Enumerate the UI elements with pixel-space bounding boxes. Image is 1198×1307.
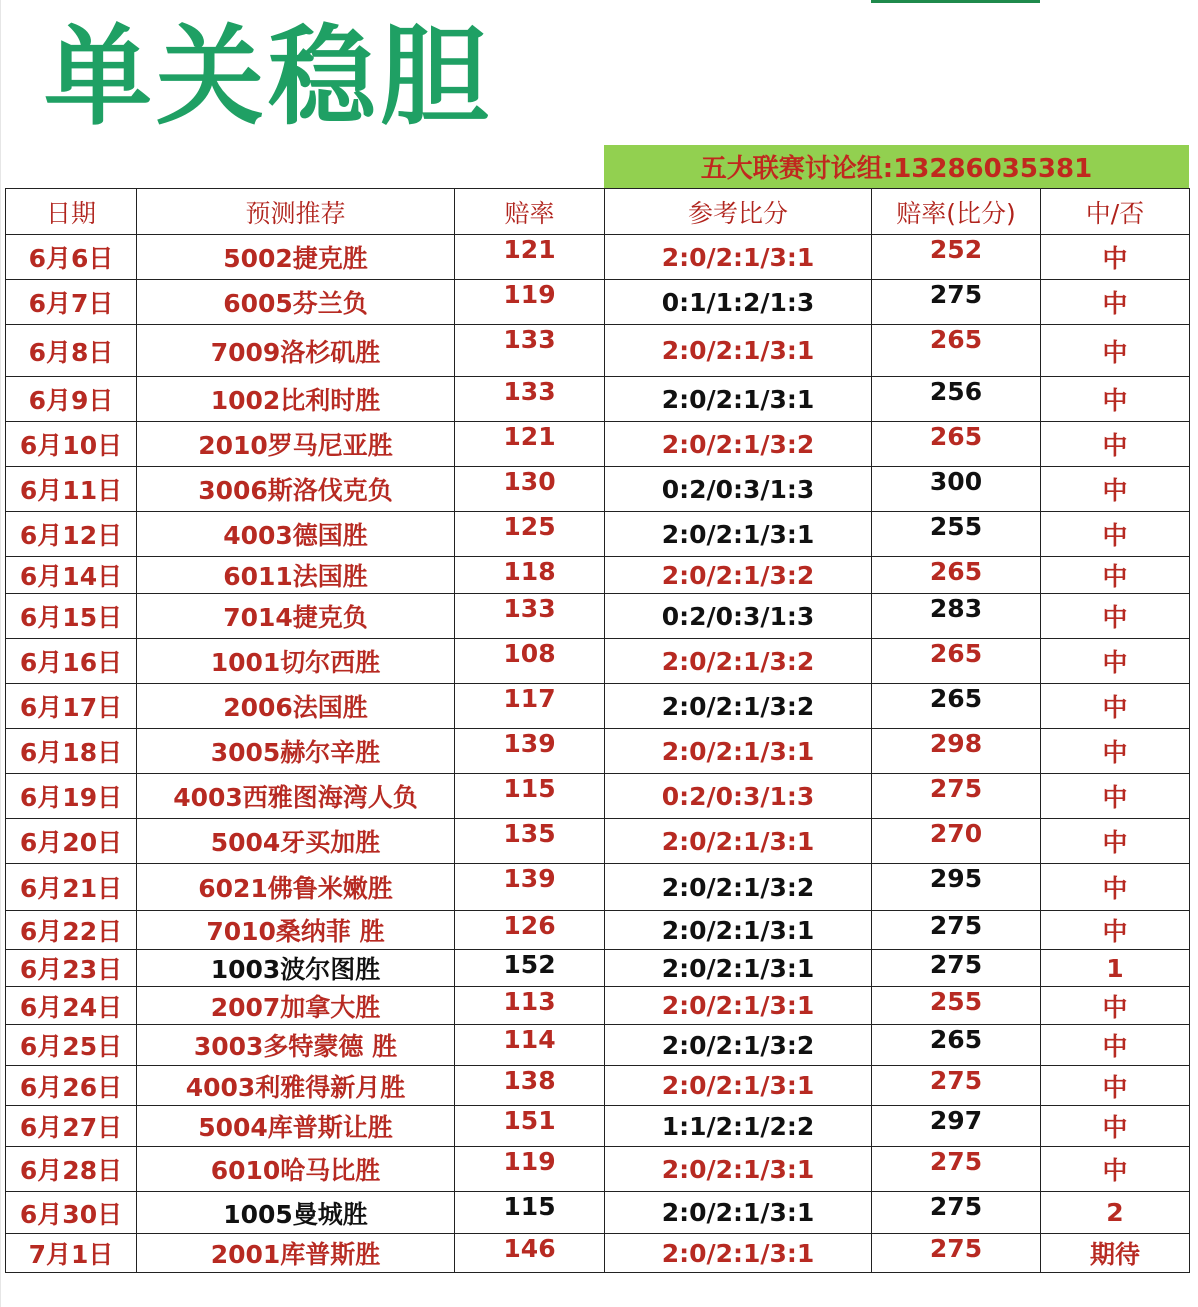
cell-date: 6月17日	[6, 684, 137, 729]
cell-odds: 151	[455, 1106, 605, 1147]
cell-score: 2:0/2:1/3:2	[605, 422, 872, 467]
cell-score-odds: 275	[872, 1234, 1041, 1273]
cell-result: 中	[1041, 1147, 1190, 1192]
cell-score: 2:0/2:1/3:1	[605, 729, 872, 774]
cell-odds: 108	[455, 639, 605, 684]
cell-score-odds: 252	[872, 235, 1041, 280]
table-row	[6, 729, 1190, 774]
cell-score: 2:0/2:1/3:1	[605, 987, 872, 1025]
header-pick: 预测推荐	[137, 189, 455, 235]
table-row	[6, 819, 1190, 864]
cell-pick: 7014捷克负	[137, 594, 455, 639]
cell-date: 6月12日	[6, 512, 137, 557]
cell-result: 中	[1041, 512, 1190, 557]
cell-score-odds: 275	[872, 280, 1041, 325]
table-row	[6, 1234, 1190, 1273]
cell-date: 6月22日	[6, 911, 137, 950]
cell-score-odds: 300	[872, 467, 1041, 512]
table-row	[6, 1192, 1190, 1234]
cell-score: 0:2/0:3/1:3	[605, 774, 872, 819]
cell-date: 6月25日	[6, 1025, 137, 1066]
cell-date: 6月7日	[6, 280, 137, 325]
results-table	[5, 188, 1190, 1273]
cell-date: 6月28日	[6, 1147, 137, 1192]
table-row	[6, 1066, 1190, 1106]
table-row	[6, 911, 1190, 950]
cell-odds: 133	[455, 594, 605, 639]
cell-score-odds: 265	[872, 639, 1041, 684]
cell-result: 中	[1041, 864, 1190, 911]
cell-odds: 115	[455, 1192, 605, 1234]
cell-date: 6月23日	[6, 950, 137, 987]
table-row	[6, 377, 1190, 422]
page-title: 单关稳胆	[44, 15, 493, 140]
cell-date: 6月10日	[6, 422, 137, 467]
cell-odds: 115	[455, 774, 605, 819]
cell-pick: 6021佛鲁米嫩胜	[137, 864, 455, 911]
cell-date: 6月8日	[6, 325, 137, 377]
cell-pick: 7010桑纳菲 胜	[137, 911, 455, 950]
table-row	[6, 325, 1190, 377]
cell-odds: 119	[455, 280, 605, 325]
cell-score: 2:0/2:1/3:1	[605, 235, 872, 280]
cell-score-odds: 275	[872, 1147, 1041, 1192]
cell-score-odds: 275	[872, 774, 1041, 819]
cell-result: 2	[1041, 1192, 1190, 1234]
table-row	[6, 864, 1190, 911]
group-contact-banner: 五大联赛讨论组:13286035381	[604, 145, 1189, 188]
header-date: 日期	[6, 189, 137, 235]
cell-result: 中	[1041, 422, 1190, 467]
cell-pick: 7009洛杉矶胜	[137, 325, 455, 377]
table-row	[6, 950, 1190, 987]
cell-result: 中	[1041, 557, 1190, 594]
table-row	[6, 639, 1190, 684]
table-row	[6, 987, 1190, 1025]
cell-odds: 138	[455, 1066, 605, 1106]
cell-date: 6月26日	[6, 1066, 137, 1106]
cell-odds: 113	[455, 987, 605, 1025]
cell-score-odds: 265	[872, 557, 1041, 594]
table-row	[6, 1147, 1190, 1192]
cell-result: 中	[1041, 819, 1190, 864]
cell-pick: 6005芬兰负	[137, 280, 455, 325]
cell-pick: 6011法国胜	[137, 557, 455, 594]
cell-odds: 133	[455, 377, 605, 422]
cell-score-odds: 275	[872, 911, 1041, 950]
cell-score-odds: 275	[872, 950, 1041, 987]
cell-result: 期待	[1041, 1234, 1190, 1273]
cell-result: 中	[1041, 1066, 1190, 1106]
cell-score-odds: 255	[872, 512, 1041, 557]
table-body	[6, 235, 1190, 1273]
cell-odds: 121	[455, 235, 605, 280]
cell-score-odds: 265	[872, 325, 1041, 377]
cell-pick: 4003德国胜	[137, 512, 455, 557]
cell-odds: 126	[455, 911, 605, 950]
cell-score-odds: 270	[872, 819, 1041, 864]
table-row	[6, 422, 1190, 467]
cell-score: 0:2/0:3/1:3	[605, 467, 872, 512]
cell-pick: 2001库普斯胜	[137, 1234, 455, 1273]
cell-score-odds: 256	[872, 377, 1041, 422]
cell-score-odds: 275	[872, 1066, 1041, 1106]
cell-score-odds: 265	[872, 684, 1041, 729]
cell-date: 6月16日	[6, 639, 137, 684]
cell-score: 2:0/2:1/3:1	[605, 1147, 872, 1192]
cell-score: 2:0/2:1/3:1	[605, 1234, 872, 1273]
cell-date: 6月11日	[6, 467, 137, 512]
sheet-gridline	[0, 0, 1, 1307]
cell-date: 6月20日	[6, 819, 137, 864]
cell-odds: 125	[455, 512, 605, 557]
cell-result: 中	[1041, 594, 1190, 639]
cell-pick: 4003西雅图海湾人负	[137, 774, 455, 819]
cell-pick: 1003波尔图胜	[137, 950, 455, 987]
cell-result: 中	[1041, 280, 1190, 325]
table-row	[6, 594, 1190, 639]
cell-result: 中	[1041, 235, 1190, 280]
cell-score-odds: 265	[872, 1025, 1041, 1066]
cell-score: 2:0/2:1/3:1	[605, 819, 872, 864]
cell-result: 中	[1041, 377, 1190, 422]
cell-score: 2:0/2:1/3:2	[605, 1025, 872, 1066]
cell-result: 中	[1041, 1106, 1190, 1147]
table-row	[6, 280, 1190, 325]
cell-score: 2:0/2:1/3:2	[605, 557, 872, 594]
cell-odds: 114	[455, 1025, 605, 1066]
cell-score: 2:0/2:1/3:2	[605, 864, 872, 911]
cell-pick: 1005曼城胜	[137, 1192, 455, 1234]
cell-pick: 4003利雅得新月胜	[137, 1066, 455, 1106]
cell-score: 2:0/2:1/3:2	[605, 684, 872, 729]
cell-score-odds: 283	[872, 594, 1041, 639]
sheet-tab-indicator	[871, 0, 1040, 3]
cell-score-odds: 298	[872, 729, 1041, 774]
cell-pick: 1002比利时胜	[137, 377, 455, 422]
cell-odds: 152	[455, 950, 605, 987]
cell-result: 中	[1041, 1025, 1190, 1066]
cell-score: 2:0/2:1/3:1	[605, 1066, 872, 1106]
cell-date: 6月15日	[6, 594, 137, 639]
table-row	[6, 774, 1190, 819]
table-row	[6, 467, 1190, 512]
cell-score-odds: 275	[872, 1192, 1041, 1234]
cell-odds: 117	[455, 684, 605, 729]
cell-date: 6月14日	[6, 557, 137, 594]
cell-score: 2:0/2:1/3:1	[605, 1192, 872, 1234]
header-score-odds: 赔率(比分)	[872, 189, 1041, 235]
cell-score: 2:0/2:1/3:1	[605, 512, 872, 557]
cell-pick: 1001切尔西胜	[137, 639, 455, 684]
cell-pick: 6010哈马比胜	[137, 1147, 455, 1192]
cell-score-odds: 255	[872, 987, 1041, 1025]
cell-date: 6月18日	[6, 729, 137, 774]
cell-odds: 118	[455, 557, 605, 594]
cell-odds: 135	[455, 819, 605, 864]
cell-score: 2:0/2:1/3:1	[605, 325, 872, 377]
cell-pick: 5002捷克胜	[137, 235, 455, 280]
cell-pick: 2007加拿大胜	[137, 987, 455, 1025]
cell-score-odds: 295	[872, 864, 1041, 911]
table-row	[6, 557, 1190, 594]
cell-result: 中	[1041, 639, 1190, 684]
cell-odds: 139	[455, 864, 605, 911]
table-header-row	[6, 189, 1190, 235]
cell-pick: 3006斯洛伐克负	[137, 467, 455, 512]
table-row	[6, 1025, 1190, 1066]
table-row	[6, 1106, 1190, 1147]
cell-score: 2:0/2:1/3:1	[605, 911, 872, 950]
cell-result: 中	[1041, 774, 1190, 819]
cell-score: 2:0/2:1/3:1	[605, 377, 872, 422]
cell-odds: 119	[455, 1147, 605, 1192]
cell-pick: 3005赫尔辛胜	[137, 729, 455, 774]
cell-score: 0:2/0:3/1:3	[605, 594, 872, 639]
cell-result: 中	[1041, 467, 1190, 512]
table-row	[6, 512, 1190, 557]
cell-odds: 133	[455, 325, 605, 377]
cell-pick: 2010罗马尼亚胜	[137, 422, 455, 467]
cell-date: 6月21日	[6, 864, 137, 911]
header-result: 中/否	[1041, 189, 1190, 235]
cell-result: 中	[1041, 684, 1190, 729]
cell-date: 6月27日	[6, 1106, 137, 1147]
cell-date: 6月30日	[6, 1192, 137, 1234]
cell-score: 2:0/2:1/3:2	[605, 639, 872, 684]
cell-score: 1:1/2:1/2:2	[605, 1106, 872, 1147]
cell-result: 中	[1041, 987, 1190, 1025]
cell-pick: 3003多特蒙德 胜	[137, 1025, 455, 1066]
cell-score-odds: 265	[872, 422, 1041, 467]
cell-result: 1	[1041, 950, 1190, 987]
cell-score: 2:0/2:1/3:1	[605, 950, 872, 987]
cell-date: 6月6日	[6, 235, 137, 280]
header-odds: 赔率	[455, 189, 605, 235]
header-score: 参考比分	[605, 189, 872, 235]
cell-date: 7月1日	[6, 1234, 137, 1273]
cell-odds: 146	[455, 1234, 605, 1273]
table-row	[6, 684, 1190, 729]
cell-pick: 2006法国胜	[137, 684, 455, 729]
cell-score: 0:1/1:2/1:3	[605, 280, 872, 325]
cell-odds: 130	[455, 467, 605, 512]
cell-result: 中	[1041, 325, 1190, 377]
cell-result: 中	[1041, 729, 1190, 774]
cell-odds: 139	[455, 729, 605, 774]
cell-pick: 5004牙买加胜	[137, 819, 455, 864]
cell-date: 6月24日	[6, 987, 137, 1025]
table-row	[6, 235, 1190, 280]
cell-score-odds: 297	[872, 1106, 1041, 1147]
cell-odds: 121	[455, 422, 605, 467]
cell-result: 中	[1041, 911, 1190, 950]
cell-pick: 5004库普斯让胜	[137, 1106, 455, 1147]
cell-date: 6月9日	[6, 377, 137, 422]
cell-date: 6月19日	[6, 774, 137, 819]
